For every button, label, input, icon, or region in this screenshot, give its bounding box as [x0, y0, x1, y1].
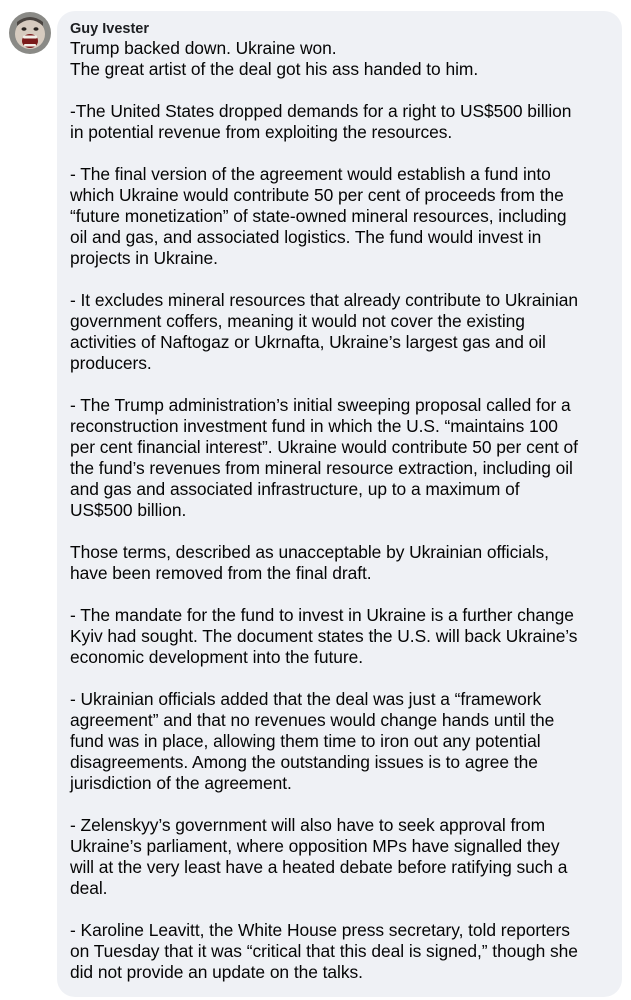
comment-paragraph: - The final version of the agreement would establish a fund into which Ukraine would contribute 50 per cent of proceeds from the “future monetization” of state-owned mineral resources, including oil and gas, and associated logistics. The fund would invest in projects in Ukraine.: [70, 164, 567, 268]
comment-paragraph: - The Trump administration’s initial sweeping proposal called for a reconstruction investment fund in which the U.S. “maintains 100 per cent financial interest”. Ukraine would contribute 50 per cent of the fund’s revenues from mineral resource extraction, including oil and gas and associated infrastructure, up to a maximum of US$500 billion.: [70, 395, 578, 520]
author-avatar[interactable]: [9, 12, 51, 54]
comment-paragraph: -The United States dropped demands for a right to US$500 billion in potential revenue from exploiting the resources.: [70, 101, 572, 142]
comment-paragraph: - It excludes mineral resources that already contribute to Ukrainian government coffers, meaning it would not cover the existing activities of Naftogaz or Ukrnafta, Ukraine’s largest gas and oil producers.: [70, 290, 578, 373]
comment-paragraph: - Ukrainian officials added that the deal was just a “framework agreement” and that no revenues would change hands until the fund was in place, allowing them time to iron out any potential disagreements. Among the outstanding issues is to agree the jurisdiction of the agreement.: [70, 689, 555, 793]
comment-paragraph: Trump backed down. Ukraine won. The great artist of the deal got his ass handed to him.: [70, 38, 479, 79]
comment-body: [70, 38, 612, 983]
comment-paragraph: Those terms, described as unacceptable by Ukrainian officials, have been removed from the final draft.: [70, 542, 549, 583]
comment-paragraph: - The mandate for the fund to invest in Ukraine is a further change Kyiv had sought. The document states the U.S. will back Ukraine’s economic development into the future.: [70, 605, 578, 667]
profile-photo-icon: [9, 12, 51, 54]
comment-paragraph: - Zelenskyy’s government will also have to seek approval from Ukraine’s parliament, where opposition MPs have signalled they will at the very least have a heated debate before ratifying such a deal.: [70, 815, 568, 898]
comment-bubble: [57, 11, 622, 997]
comment-author-name[interactable]: Guy Ivester: [70, 21, 149, 37]
comment-paragraph: - Karoline Leavitt, the White House press secretary, told reporters on Tuesday that it was “critical that this deal is signed,” though she did not provide an update on the talks.: [70, 920, 578, 982]
